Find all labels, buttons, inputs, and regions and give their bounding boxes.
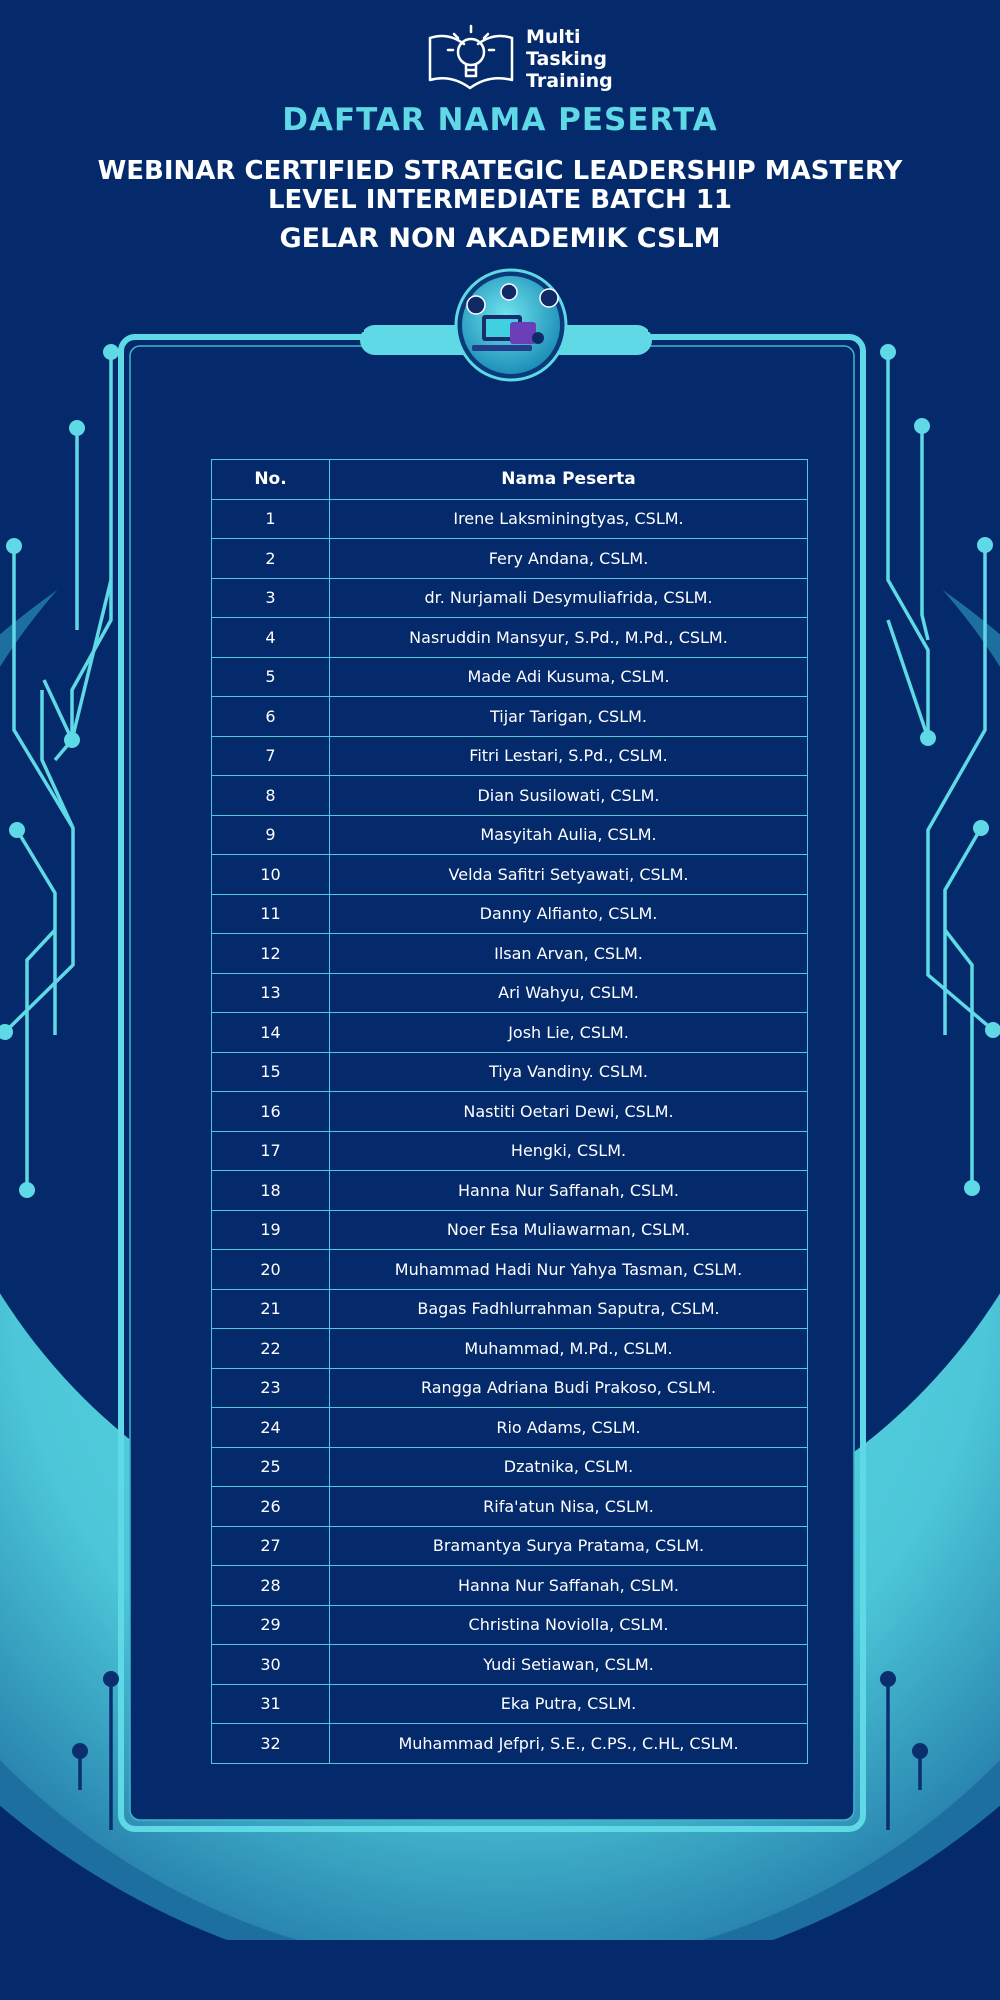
table-row [212, 1566, 808, 1606]
participant-name: Nasruddin Mansyur, S.Pd., M.Pd., CSLM. [330, 618, 808, 658]
participant-name: Irene Laksminingtyas, CSLM. [330, 499, 808, 539]
row-number: 29 [212, 1605, 330, 1645]
event-title-line-2: LEVEL INTERMEDIATE BATCH 11 [267, 185, 733, 215]
participant-name: Muhammad, M.Pd., CSLM. [330, 1329, 808, 1369]
participant-name: Danny Alfianto, CSLM. [330, 894, 808, 934]
participant-name: Noer Esa Muliawarman, CSLM. [330, 1210, 808, 1250]
table-row [212, 1447, 808, 1487]
table-row [212, 1289, 808, 1329]
table-row [212, 1171, 808, 1211]
table-row [212, 618, 808, 658]
row-number: 12 [212, 934, 330, 974]
table-row [212, 1605, 808, 1645]
table-row [212, 855, 808, 895]
participant-table-container [211, 459, 808, 1764]
participant-name: Ilsan Arvan, CSLM. [330, 934, 808, 974]
row-number: 17 [212, 1131, 330, 1171]
row-number: 20 [212, 1250, 330, 1290]
participant-name: Bagas Fadhlurrahman Saputra, CSLM. [330, 1289, 808, 1329]
row-number: 21 [212, 1289, 330, 1329]
row-number: 27 [212, 1526, 330, 1566]
participant-table [211, 459, 808, 1764]
table-row [212, 1250, 808, 1290]
participant-name: Muhammad Hadi Nur Yahya Tasman, CSLM. [330, 1250, 808, 1290]
logo-line-3: Training [526, 70, 613, 92]
table-body [212, 499, 808, 1763]
table-row [212, 539, 808, 579]
row-number: 4 [212, 618, 330, 658]
row-number: 1 [212, 499, 330, 539]
logo-line-2: Tasking [526, 48, 607, 70]
page-title: DAFTAR NAMA PESERTA [282, 102, 718, 138]
table-row [212, 697, 808, 737]
table-row [212, 1368, 808, 1408]
participant-name: Ari Wahyu, CSLM. [330, 973, 808, 1013]
participant-name: Fitri Lestari, S.Pd., CSLM. [330, 736, 808, 776]
row-number: 31 [212, 1684, 330, 1724]
table-row [212, 1329, 808, 1369]
table-row [212, 1092, 808, 1132]
table-row [212, 657, 808, 697]
degree-title: GELAR NON AKADEMIK CSLM [279, 223, 721, 254]
participant-name: dr. Nurjamali Desymuliafrida, CSLM. [330, 578, 808, 618]
participant-name: Tiya Vandiny. CSLM. [330, 1052, 808, 1092]
table-row [212, 934, 808, 974]
row-number: 18 [212, 1171, 330, 1211]
participant-name: Bramantya Surya Pratama, CSLM. [330, 1526, 808, 1566]
row-number: 8 [212, 776, 330, 816]
table-row [212, 894, 808, 934]
participant-name: Rifa'atun Nisa, CSLM. [330, 1487, 808, 1527]
table-row [212, 973, 808, 1013]
table-row [212, 1645, 808, 1685]
row-number: 25 [212, 1447, 330, 1487]
row-number: 30 [212, 1645, 330, 1685]
table-row [212, 1487, 808, 1527]
participant-name: Rangga Adriana Budi Prakoso, CSLM. [330, 1368, 808, 1408]
participant-name: Rio Adams, CSLM. [330, 1408, 808, 1448]
row-number: 19 [212, 1210, 330, 1250]
row-number: 7 [212, 736, 330, 776]
table-row [212, 1526, 808, 1566]
table-row [212, 1684, 808, 1724]
logo-text [526, 26, 613, 92]
row-number: 22 [212, 1329, 330, 1369]
participant-name: Velda Safitri Setyawati, CSLM. [330, 855, 808, 895]
table-header-row [212, 460, 808, 500]
row-number: 26 [212, 1487, 330, 1527]
participant-name: Hanna Nur Saffanah, CSLM. [330, 1566, 808, 1606]
table-row [212, 1408, 808, 1448]
header-name: Nama Peserta [330, 460, 808, 500]
participant-name: Hanna Nur Saffanah, CSLM. [330, 1171, 808, 1211]
participant-name: Eka Putra, CSLM. [330, 1684, 808, 1724]
row-number: 13 [212, 973, 330, 1013]
row-number: 2 [212, 539, 330, 579]
row-number: 24 [212, 1408, 330, 1448]
participant-name: Fery Andana, CSLM. [330, 539, 808, 579]
table-row [212, 776, 808, 816]
participant-name: Hengki, CSLM. [330, 1131, 808, 1171]
table-row [212, 1013, 808, 1053]
row-number: 15 [212, 1052, 330, 1092]
header-no: No. [212, 460, 330, 500]
table-row [212, 736, 808, 776]
table-row [212, 815, 808, 855]
table-row [212, 1724, 808, 1764]
row-number: 11 [212, 894, 330, 934]
participant-name: Nastiti Oetari Dewi, CSLM. [330, 1092, 808, 1132]
event-title-line-1: WEBINAR CERTIFIED STRATEGIC LEADERSHIP MASTERY [97, 156, 903, 186]
row-number: 14 [212, 1013, 330, 1053]
row-number: 10 [212, 855, 330, 895]
row-number: 5 [212, 657, 330, 697]
participant-name: Dzatnika, CSLM. [330, 1447, 808, 1487]
participant-name: Yudi Setiawan, CSLM. [330, 1645, 808, 1685]
row-number: 6 [212, 697, 330, 737]
row-number: 9 [212, 815, 330, 855]
participant-name: Dian Susilowati, CSLM. [330, 776, 808, 816]
table-row [212, 1131, 808, 1171]
logo-line-1: Multi [526, 26, 581, 48]
participant-name: Made Adi Kusuma, CSLM. [330, 657, 808, 697]
participant-name: Josh Lie, CSLM. [330, 1013, 808, 1053]
logo [426, 22, 626, 97]
participant-name: Muhammad Jefpri, S.E., C.PS., C.HL, CSLM. [330, 1724, 808, 1764]
participant-name: Masyitah Aulia, CSLM. [330, 815, 808, 855]
row-number: 28 [212, 1566, 330, 1606]
row-number: 32 [212, 1724, 330, 1764]
table-row [212, 1052, 808, 1092]
table-row [212, 499, 808, 539]
participant-name: Christina Noviolla, CSLM. [330, 1605, 808, 1645]
row-number: 16 [212, 1092, 330, 1132]
row-number: 23 [212, 1368, 330, 1408]
row-number: 3 [212, 578, 330, 618]
table-row [212, 1210, 808, 1250]
table-row [212, 578, 808, 618]
lightbulb-book-icon [426, 22, 516, 97]
participant-name: Tijar Tarigan, CSLM. [330, 697, 808, 737]
